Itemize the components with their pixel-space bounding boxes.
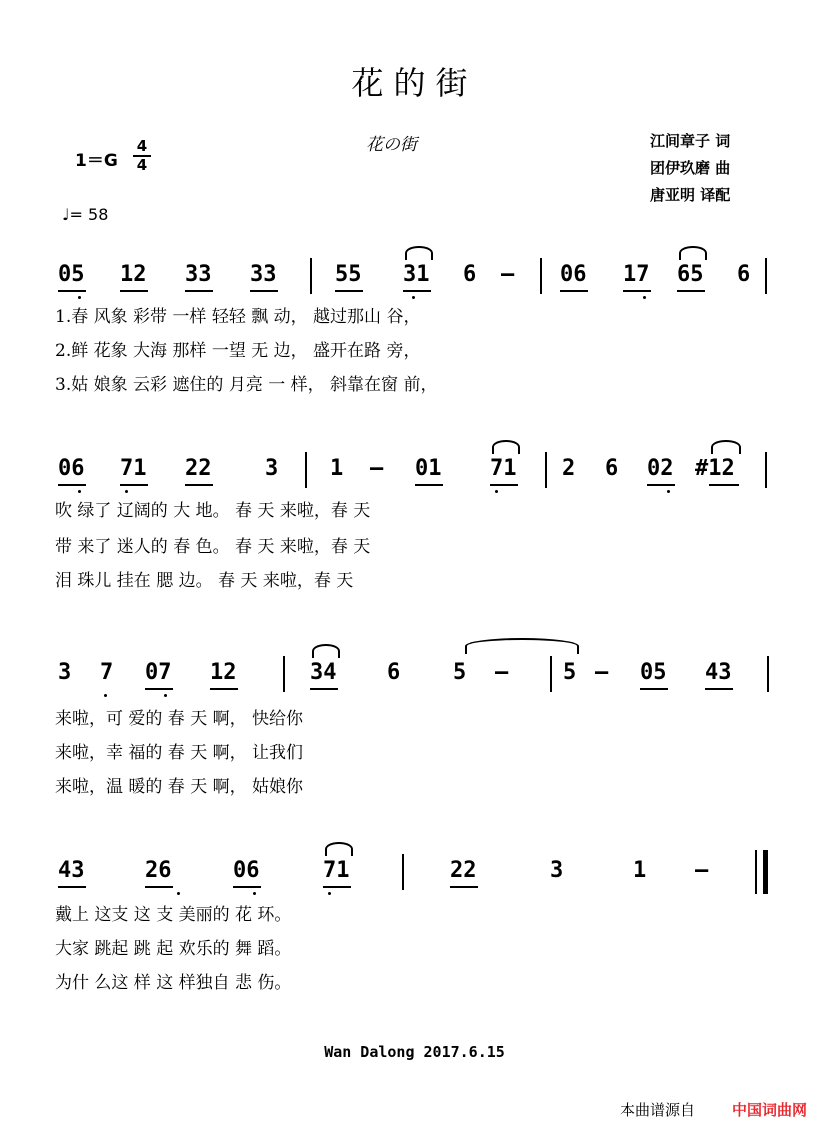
note-group: 55 [335,262,362,287]
lyric-verse-2: 2.鲜 花象 大海 那样 一望 无 边， 盛开在路 旁， [55,341,421,361]
note-group: 07 [145,660,172,685]
note-group: 3 [58,660,72,685]
final-barline-thin [755,850,757,894]
final-barline-thick [763,850,768,894]
note-group: 05 [58,262,85,287]
note-group: 7 [100,660,114,685]
lyricist-credit: 江间章子 词 [650,132,731,150]
dash: — [495,660,509,685]
time-signature-top: 4 [136,137,148,155]
low-dot [667,490,670,493]
source-label: 本曲谱源自 [620,1101,696,1119]
lyric-verse-1: 来啦，可 爱的 春 天 啊， 快给你 [55,709,304,729]
song-subtitle: 花の街 [366,135,417,155]
note-group: 26 [145,858,172,883]
barline [283,656,285,692]
underline [640,688,668,690]
barline [545,452,547,488]
underline [145,688,173,690]
translator-credit: 唐亚明 译配 [650,186,731,204]
dash: — [501,262,515,287]
dash: — [595,660,609,685]
note-group: 71 [120,456,147,481]
note-group: 71 [490,456,517,481]
note-group: 05 [640,660,667,685]
note-group: 3 [265,456,279,481]
lyric-verse-2: 带 来了 迷人的 春 色。 春 天 来啦，春 天 [55,537,371,557]
time-signature [133,138,151,174]
underline [560,290,588,292]
note-group: 5 [563,660,577,685]
lyric-verse-2: 大家 跳起 跳 起 欢乐的 舞 蹈。 [55,939,292,959]
underline [250,290,278,292]
note-group: 2 [562,456,576,481]
barline [765,258,767,294]
underline [145,886,173,888]
underline [58,290,86,292]
note-group: 12 [210,660,237,685]
composer-credit: 团伊玖磨 曲 [650,159,731,177]
lyric-verse-1: 吹 绿了 辽阔的 大 地。 春 天 来啦，春 天 [55,501,371,521]
barline [310,258,312,294]
notation-line-1 [55,262,775,302]
underline [323,886,351,888]
note-group: 6 [605,456,619,481]
low-dot [328,892,331,895]
low-dot [495,490,498,493]
underline [120,290,148,292]
slur [679,246,707,260]
note-group: 02 [647,456,674,481]
slur [312,644,340,658]
underline [58,886,86,888]
note-group: 65 [677,262,704,287]
note-group: 1 [633,858,647,883]
underline [185,290,213,292]
underline [403,290,431,292]
note-group: 22 [450,858,477,883]
low-dot [164,694,167,697]
lyric-verse-2: 来啦，幸 福的 春 天 啊， 让我们 [55,743,304,763]
note-group: 5 [453,660,467,685]
underline [210,688,238,690]
underline [677,290,705,292]
note-group: 6 [737,262,751,287]
barline [402,854,404,890]
note-group: 12 [120,262,147,287]
note-group: 22 [185,456,212,481]
source-site-link[interactable]: 中国词曲网 [732,1101,808,1119]
lyric-verse-1: 1.春 风象 彩带 一样 轻轻 飘 动， 越过那山 谷， [55,307,421,327]
note-group: 06 [233,858,260,883]
slur [492,440,520,454]
underline [58,484,86,486]
barline [767,656,769,692]
low-dot [125,490,128,493]
notation-line-2 [55,456,775,496]
lyric-verse-3: 来啦，温 暖的 春 天 啊， 姑娘你 [55,777,304,797]
underline [490,484,518,486]
note-group: 33 [250,262,277,287]
underline [705,688,733,690]
low-dot [177,892,180,895]
underline [120,484,148,486]
underline [185,484,213,486]
underline [415,484,443,486]
underline [450,886,478,888]
underline [709,484,739,486]
low-dot [643,296,646,299]
slur [325,842,353,856]
note-group: 06 [560,262,587,287]
lyric-verse-1: 戴上 这支 这 支 美丽的 花 环。 [55,905,292,925]
barline [765,452,767,488]
arranger-signature: Wan Dalong 2017.6.15 [324,1043,505,1061]
note-group: 31 [403,262,430,287]
note-group: #12 [695,456,735,481]
low-dot [78,296,81,299]
barline [550,656,552,692]
note-group: 6 [387,660,401,685]
tempo-marking: ♩= 58 [62,205,109,224]
barline [305,452,307,488]
key-signature: 1＝G [75,151,118,171]
note-group: 71 [323,858,350,883]
underline [233,886,261,888]
slur [711,440,741,454]
underline [335,290,363,292]
low-dot [104,694,107,697]
song-title: 花的街 [351,64,478,102]
notation-line-4 [55,858,775,898]
underline [647,484,675,486]
note-group: 34 [310,660,337,685]
lyric-verse-3: 为什 么这 样 这 样独自 悲 伤。 [55,973,292,993]
lyric-verse-3: 泪 珠儿 挂在 腮 边。 春 天 来啦，春 天 [55,571,354,591]
barline [540,258,542,294]
low-dot [78,490,81,493]
note-group: 06 [58,456,85,481]
note-group: 3 [550,858,564,883]
low-dot [412,296,415,299]
note-group: 01 [415,456,442,481]
dash: — [370,456,384,481]
low-dot [253,892,256,895]
underline [623,290,651,292]
note-group: 43 [705,660,732,685]
underline [310,688,338,690]
tie [465,638,579,654]
note-group: 43 [58,858,85,883]
notation-line-3 [55,660,775,700]
note-group: 17 [623,262,650,287]
lyric-verse-3: 3.姑 娘象 云彩 遮住的 月亮 一 样， 斜靠在窗 前， [55,375,438,395]
note-group: 6 [463,262,477,287]
time-signature-bottom: 4 [133,155,151,174]
note-group: 1 [330,456,344,481]
slur [405,246,433,260]
note-group: 33 [185,262,212,287]
dash: — [695,858,709,883]
